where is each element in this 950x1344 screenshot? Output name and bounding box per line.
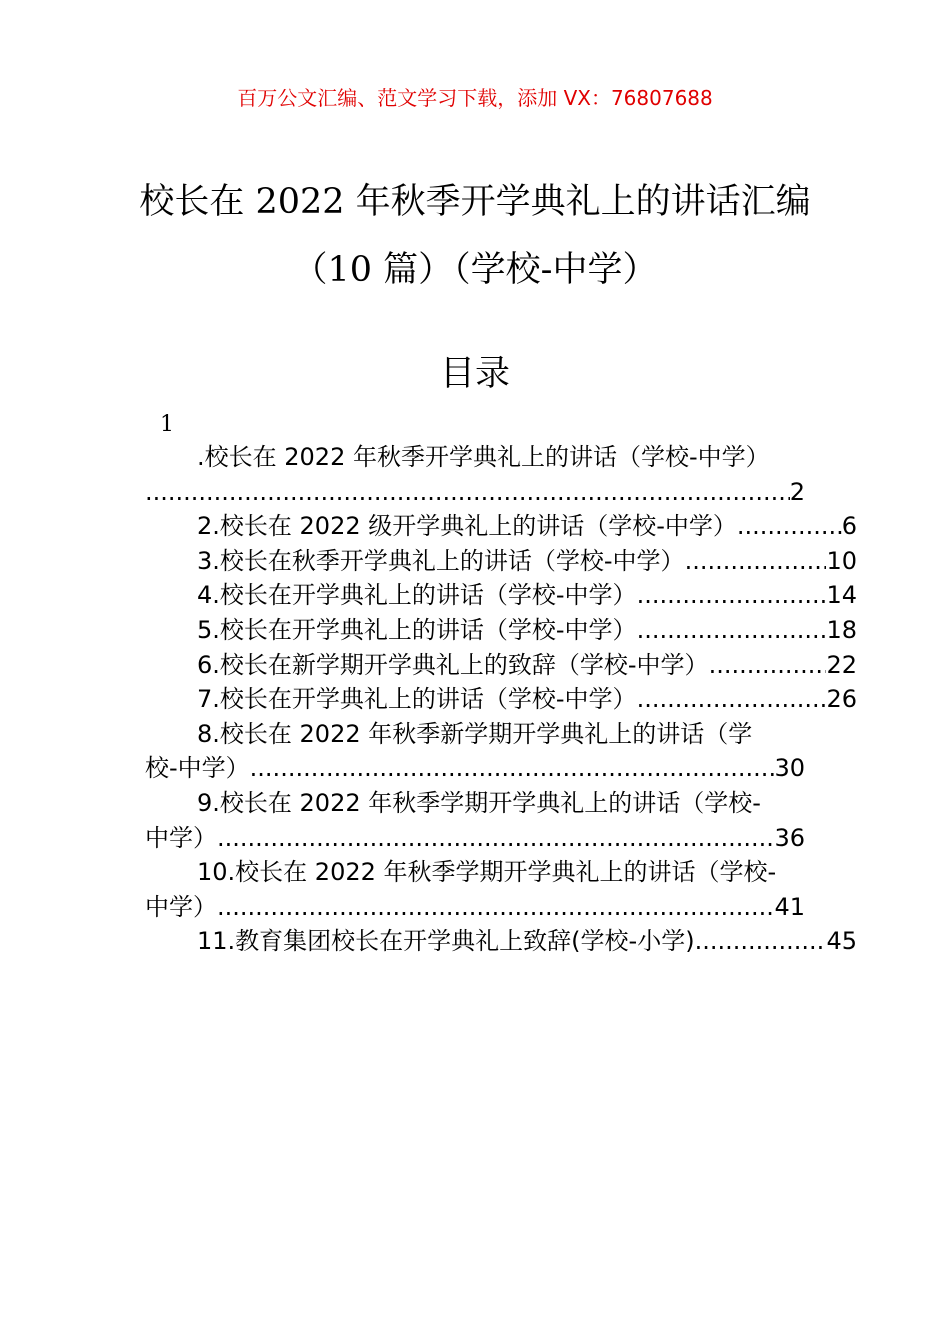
toc-entry-title: .校长在 2022 年秋季开学典礼上的讲话（学校-中学）: [197, 443, 770, 471]
toc-heading: 目录: [439, 354, 510, 394]
toc-entry-page: 30: [774, 754, 805, 783]
toc-entry-7[interactable]: [145, 682, 857, 717]
toc-entry-title-continued: 校-中学）: [145, 754, 250, 783]
toc-leader-dots: [250, 751, 775, 786]
toc-entry-9[interactable]: [145, 786, 805, 855]
toc-entry-3[interactable]: [145, 544, 857, 579]
toc-entry-title: 8.校长在 2022 年秋季新学期开学典礼上的讲话（学: [197, 719, 753, 748]
toc-entry-page: 22: [826, 650, 857, 679]
toc-leader-dots: [737, 509, 842, 544]
toc-entry-page: 6: [841, 512, 857, 541]
toc-entry-6[interactable]: [145, 648, 857, 683]
toc-entry-page: 26: [826, 685, 857, 714]
toc-entry-page: 2: [789, 477, 805, 506]
toc-leader-dots: [695, 924, 827, 959]
toc-entry-page: 45: [826, 927, 857, 956]
toc-entry-5[interactable]: [145, 613, 857, 648]
toc-entry-10[interactable]: [145, 855, 805, 924]
toc-entry-title: 5.校长在开学典礼上的讲话（学校-中学）: [197, 615, 637, 644]
toc-leader-dots: [145, 475, 790, 510]
document-title-line-1: 校长在 2022 年秋季开学典礼上的讲话汇编: [139, 182, 811, 222]
toc-entry-page: 10: [826, 546, 857, 575]
toc-leader-dots: [637, 578, 827, 613]
toc-list: [145, 410, 857, 959]
toc-entry-title: 9.校长在 2022 年秋季学期开学典礼上的讲话（学校-: [197, 788, 761, 817]
toc-leader-dots: [217, 890, 774, 925]
toc-entry-title: 2.校长在 2022 级开学典礼上的讲话（学校-中学）: [197, 512, 737, 541]
toc-entry-1[interactable]: [145, 440, 805, 509]
header-note: 百万公文汇编、范文学习下载，添加 VX：76807688: [237, 86, 713, 110]
toc-entry-title: 7.校长在开学典礼上的讲话（学校-中学）: [197, 685, 637, 714]
toc-entry-page: 36: [774, 823, 805, 852]
toc-leader-dots: [637, 682, 827, 717]
toc-entry-2[interactable]: [145, 509, 857, 544]
toc-entry-title: 10.校长在 2022 年秋季学期开学典礼上的讲话（学校-: [197, 858, 777, 887]
toc-entry-title: 4.校长在开学典礼上的讲话（学校-中学）: [197, 581, 637, 610]
toc-leader-dots: [709, 648, 827, 683]
toc-entry-title: 6.校长在新学期开学典礼上的致辞（学校-中学）: [197, 650, 709, 679]
toc-leader-dots: [637, 613, 827, 648]
toc-entry-title: 3.校长在秋季开学典礼上的讲话（学校-中学）: [197, 546, 685, 575]
toc-entry-title-continued: 中学）: [145, 892, 217, 921]
toc-entry-title-continued: 中学）: [145, 823, 217, 852]
toc-first-number: 1: [160, 412, 174, 437]
document-title-line-2: （10 篇）（学校-中学）: [292, 250, 658, 290]
toc-entry-page: 14: [826, 581, 857, 610]
toc-leader-dots: [685, 544, 827, 579]
toc-entry-8[interactable]: [145, 717, 805, 786]
toc-entry-title: 11.教育集团校长在开学典礼上致辞(学校-小学): [197, 927, 695, 956]
toc-entry-page: 41: [774, 892, 805, 921]
toc-entry-page: 18: [826, 615, 857, 644]
toc-entry-4[interactable]: [145, 578, 857, 613]
toc-entry-11[interactable]: [145, 924, 857, 959]
toc-leader-dots: [217, 821, 774, 856]
